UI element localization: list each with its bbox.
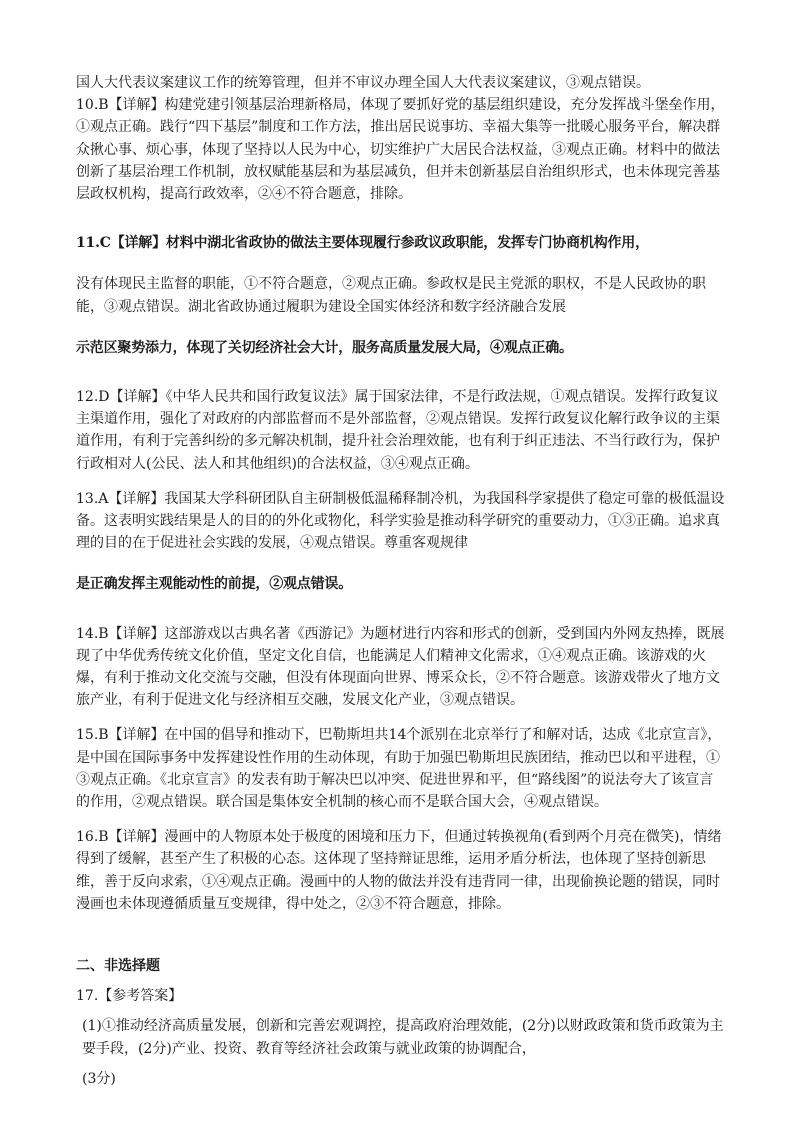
answer-11-body: 没有体现民主监督的职能，①不符合题意，②观点正确。参政权是民主党派的职权，不是人民政协的职能，③观点错误。湖北省政协通过履职为建设全国实体经济和数字经济融合发展: [76, 276, 706, 315]
answer-17-heading: 17.【参考答案】: [76, 988, 183, 1005]
answer-12: 12.D【详解】《中华人民共和国行政复议法》属于国家法律，不是行政法规，①观点错误。发挥行政复议主渠道作用，强化了对政府的内部监督而不是外部监督，②观点错误。发挥行政复议化解行政争议的主渠道作用，有利于完善纠纷的多元解决机制，提升社会治理效能，也有利于纠正违法、不当行政行为，保护行政相对人(公民、法人和其他组织)的合法权益，③④观点正确。: [76, 389, 720, 472]
answer-11-bold-top: 11.C【详解】材料中湖北省政协的做法主要体现履行参政议政职能，发挥专门协商机构作用，: [76, 235, 649, 252]
answer-13-bold: 是正确发挥主观能动性的前提，②观点错误。: [76, 576, 352, 593]
answer-11-bold-bottom: 示范区聚势添力，体现了关切经济社会大计，服务高质量发展大局，④观点正确。: [76, 339, 573, 356]
answer-13-body: 13.A【详解】我国某大学科研团队自主研制极低温稀释制冷机，为我国科学家提供了稳定可靠的极低温设备。这表明实践结果是人的目的的外化或物化，科学实验是推动科学研究的重要动力，①③正确。追求真理的目的在于促进社会实践的发展，④观点错误。尊重客观规律: [76, 490, 725, 552]
answer-15: 15.B【详解】在中国的倡导和推动下，巴勒斯坦共14个派别在北京举行了和解对话，达成《北京宣言》，是中国在国际事务中发挥建设性作用的生动体现，有助于加强巴勒斯坦民族团结，推动巴以和平进程，①③观点正确。《北京宣言》的发表有助于解决巴以冲突、促进世界和平，但“路线图”的说法夸大了该宣言的作用，②观点错误。联合国是集体安全机制的核心而不是联合国大会，④观点错误。: [76, 727, 722, 811]
answer-10: 10.B【详解】构建党建引领基层治理新格局，体现了要抓好党的基层组织建设，充分发挥战斗堡垒作用，①观点正确。践行“四下基层”制度和工作方法，推出居民说事坊、幸福大集等一批暖心服务平台，解决群众揪心事、烦心事，体现了坚持以人民为中心，切实维护广大居民合法权益，③观点正确。材料中的做法创新了基层治理工作机制，放权赋能基层和为基层减负，但并未创新基层自治组织形式，也未体现完善基层政权机构，提高行政效率，②④不符合题意，排除。: [76, 97, 725, 203]
section-title-non-choice: 二、非选择题: [76, 958, 160, 975]
answer-17-score: (3分): [82, 1070, 116, 1087]
document-page: [76, 72, 726, 1090]
paragraph-intro: 国人大代表议案建议工作的统筹管理，但并不审议办理全国人大代表议案建议，③观点错误。: [76, 75, 650, 91]
answer-17-part-1: (1)①推动经济高质量发展，创新和完善宏观调控，提高政府治理效能，(2分)以财政政策和货币政策为主要手段，(2分)产业、投资、教育等经济社会政策与就业政策的协调配合，: [82, 1018, 724, 1057]
answer-16: 16.B【详解】漫画中的人物原本处于极度的困境和压力下，但通过转换视角(看到两个月亮在微笑)，情绪得到了缓解，甚至产生了积极的心态。这体现了坚持辩证思维，运用矛盾分析法，也体现了坚持创新思维，善于反向求索，①④观点正确。漫画中的人物的做法并没有违背同一律，出现偷换论题的错误，同时漫画也未体现遵循质量互变规律，得中处之，②③不符合题意，排除。: [76, 829, 722, 912]
answer-14: 14.B【详解】这部游戏以古典名著《西游记》为题材进行内容和形式的创新，受到国内外网友热捧，既展现了中华优秀传统文化价值，坚定文化自信，也能满足人们精神文化需求，①④观点正确。该游戏的火爆，有利于推动文化交流与交融，但没有体现面向世界、博采众长，②不符合题意。该游戏带火了地方文旅产业，有利于促进文化与经济相互交融，发展文化产业，③观点错误。: [76, 625, 725, 709]
